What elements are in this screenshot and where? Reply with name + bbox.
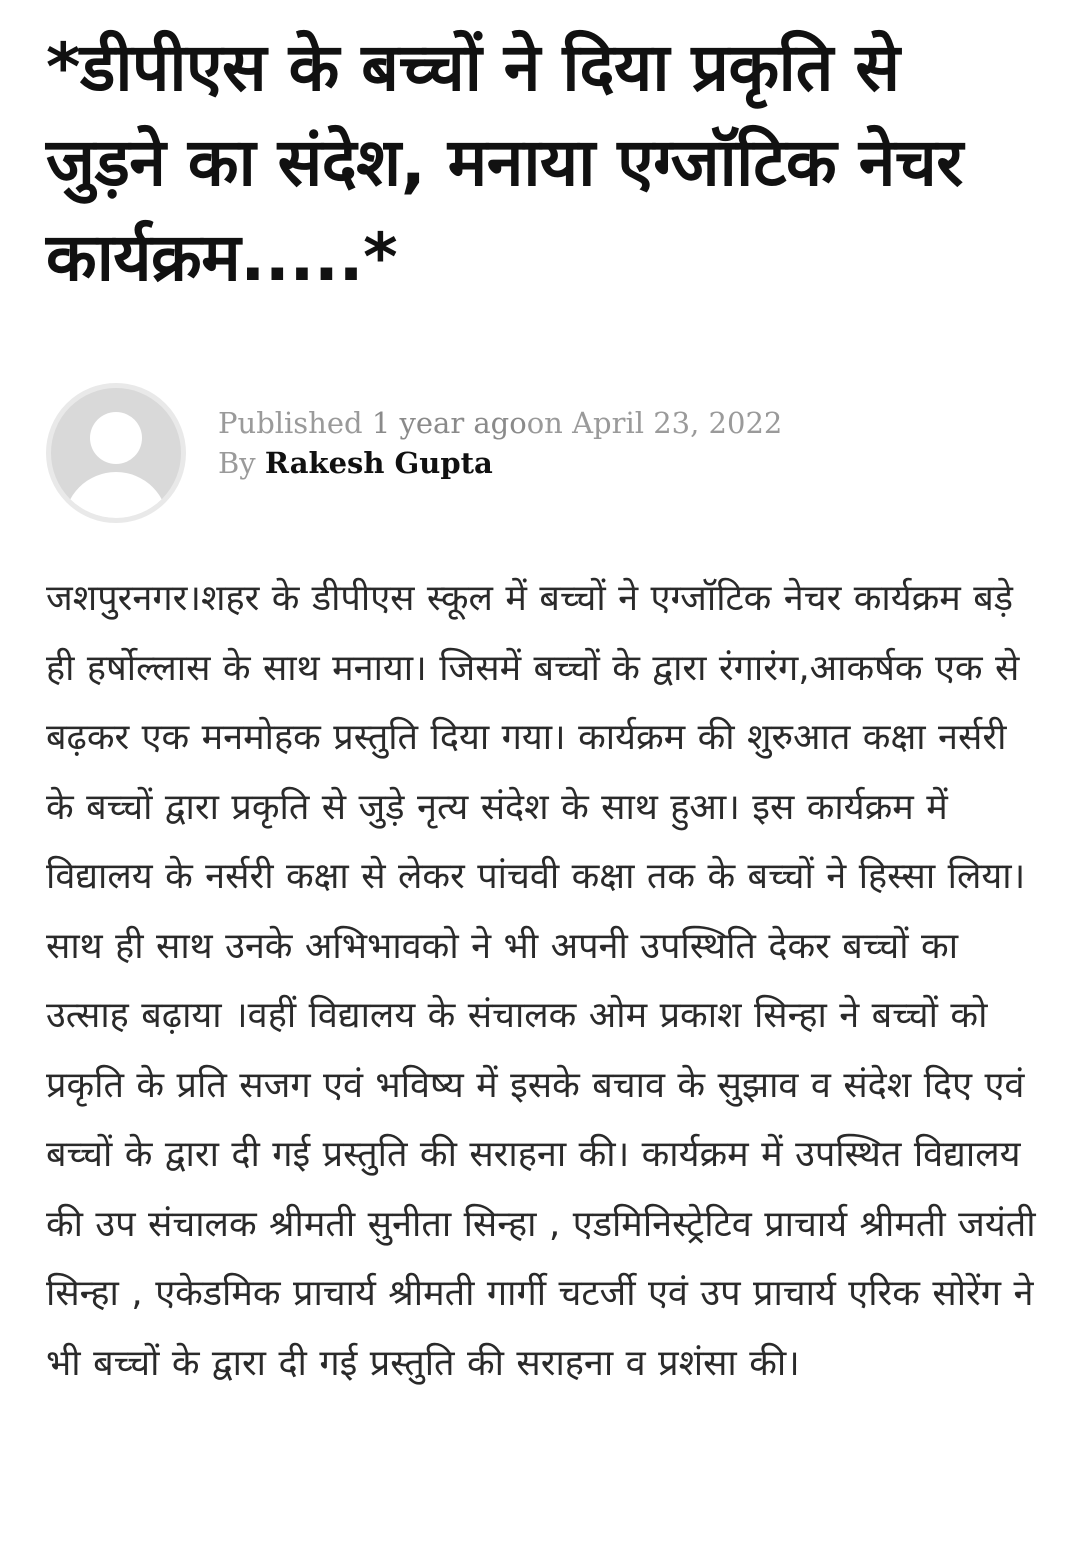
byline (218, 443, 782, 483)
by-label: By (218, 446, 256, 480)
relative-time[interactable]: 1 year ago (371, 406, 527, 440)
article-body: जशपुरनगर।शहर के डीपीएस स्कूल में बच्चों ने एग्जॉटिक नेचर कार्यक्रम बड़े ही हर्षोल्लास के साथ मनाया। जिसमें बच्चों के द्वारा रंगारंग,आकर्षक एक से बढ़कर एक मनमोहक प्रस्तुति दिया गया। कार्यक्रम की शुरुआत कक्षा नर्सरी के बच्चों द्वारा प्रकृति से जुड़े नृत्य संदेश के साथ हुआ। इस कार्यक्रम में विद्यालय के नर्सरी कक्षा से लेकर पांचवी कक्षा तक के बच्चों ने हिस्सा लिया। साथ ही साथ उनके अभिभावको ने भी अपनी उपस्थिति देकर बच्चों का उत्साह बढ़ाया ।वहीं विद्यालय के संचालक ओम प्रकाश सिन्हा ने बच्चों को प्रकृति के प्रति सजग एवं भविष्य में इसके बचाव के सुझाव व संदेश दिए एवं बच्चों के द्वारा दी गई प्रस्तुति की सराहना की। कार्यक्रम में उपस्थित विद्यालय की उप संचालक श्रीमती सुनीता सिन्हा , एडमिनिस्ट्रेटिव प्राचार्य श्रीमती जयंती सिन्हा , एकेडमिक प्राचार्य श्रीमती गार्गी चटर्जी एवं उप प्राचार्य एरिक सोरेंग ने भी बच्चों के द्वारा दी गई प्रस्तुति की सराहना व प्रशंसा की। (46, 578, 1036, 1384)
author-link[interactable]: Rakesh Gupta (264, 446, 493, 480)
meta-text (218, 403, 782, 483)
user-avatar-icon[interactable] (46, 383, 186, 523)
on-label: on (526, 406, 563, 440)
publish-date[interactable]: April 23, 2022 (572, 406, 783, 440)
published-line (218, 403, 782, 443)
article-meta (46, 383, 782, 523)
avatar-head-shape (90, 412, 142, 464)
published-label: Published (218, 406, 363, 440)
avatar-shoulders-shape (64, 472, 168, 523)
article-title: *डीपीएस के बच्चों ने दिया प्रकृति से जुड़ने का संदेश, मनाया एग्जॉटिक नेचर कार्यक्रम.....* (46, 29, 963, 296)
